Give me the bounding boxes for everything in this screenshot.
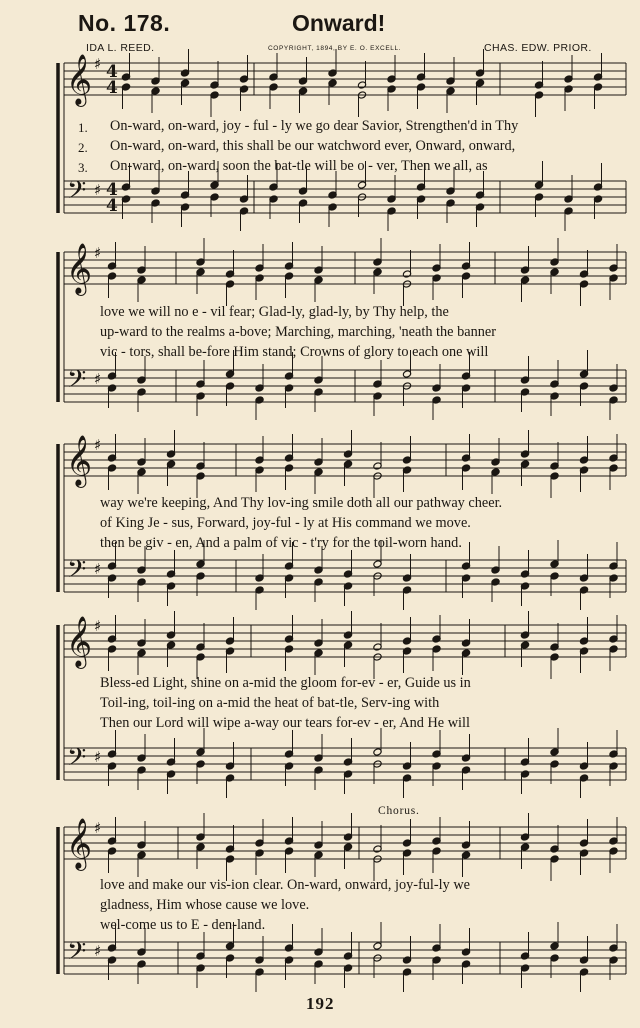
bass-clef-icon: 𝄢 — [67, 176, 87, 211]
lyric-line: On-ward, on-ward, soon the bat-tle will be o - ver, Then we all, as — [110, 158, 488, 174]
bass-clef-icon: 𝄢 — [67, 555, 87, 590]
sharp-icon: ♯ — [94, 244, 102, 262]
treble-clef-icon: 𝄞 — [66, 243, 93, 294]
time-signature: 4 — [106, 180, 118, 200]
sharp-icon: ♯ — [94, 436, 102, 454]
lyric-line: Toil-ing, toil-ing on a-mid the heat of bat-tle, Serv-ing with — [100, 695, 440, 711]
chorus-label: Chorus. — [378, 805, 420, 817]
sharp-icon: ♯ — [94, 942, 102, 960]
copyright-notice: COPYRIGHT, 1894, BY E. O. EXCELL. — [268, 45, 402, 52]
treble-clef-icon: 𝄞 — [66, 435, 93, 486]
lyricist-credit: IDA L. REED. — [86, 42, 155, 54]
lyric-line: then be giv - en, And a palm of vic - t'ry for the toil-worn hand. — [100, 535, 462, 551]
hymn-title: Onward! — [292, 10, 386, 36]
time-signature: 4 — [106, 78, 118, 98]
bass-clef-icon: 𝄢 — [67, 365, 87, 400]
lyric-line: of King Je - sus, Forward, joy-ful - ly at His command we move. — [100, 515, 471, 531]
bass-clef-icon: 𝄢 — [67, 937, 87, 972]
lyric-line: love and make our vis-ion clear. On-ward, onward, joy-ful-ly we — [100, 877, 471, 893]
verse-number: 2. — [78, 140, 88, 155]
sharp-icon: ♯ — [94, 55, 102, 73]
verse-number: 1. — [78, 120, 88, 135]
treble-clef-icon: 𝄞 — [66, 616, 93, 667]
lyric-line: up-ward to the realms a-bove; Marching, marching, 'neath the banner — [100, 324, 496, 340]
composer-credit: CHAS. EDW. PRIOR. — [484, 42, 592, 54]
sharp-icon: ♯ — [94, 748, 102, 766]
lyric-line: On-ward, on-ward, joy - ful - ly we go dear Savior, Strengthen'd in Thy — [110, 118, 519, 134]
sharp-icon: ♯ — [94, 560, 102, 578]
lyric-line: wel-come us to E - den-land. — [100, 917, 266, 933]
lyric-line: Then our Lord will wipe a-way our tears for-ev - er, And He will — [100, 715, 470, 731]
time-signature: 4 — [106, 196, 118, 216]
sharp-icon: ♯ — [94, 819, 102, 837]
hymn-number: No. 178. — [78, 10, 171, 36]
treble-clef-icon: 𝄞 — [66, 818, 93, 869]
sharp-icon: ♯ — [94, 181, 102, 199]
bass-clef-icon: 𝄢 — [67, 743, 87, 778]
lyric-line: gladness, Him whose cause we love. — [100, 897, 310, 913]
lyric-line: vic - tors, shall be-fore Him stand; Crowns of glory to each one will — [100, 344, 489, 360]
lyric-line: love we will no e - vil fear; Glad-ly, glad-ly, by Thy help, the — [100, 304, 449, 320]
lyric-line: way we're keeping, And Thy lov-ing smile doth all our pathway cheer. — [100, 495, 503, 511]
sharp-icon: ♯ — [94, 617, 102, 635]
lyric-line: Bless-ed Light, shine on a-mid the gloom for-ev - er, Guide us in — [100, 675, 471, 691]
treble-clef-icon: 𝄞 — [66, 54, 93, 105]
verse-number: 3. — [78, 160, 88, 175]
page-number: 192 — [306, 994, 335, 1013]
time-signature: 4 — [106, 62, 118, 82]
sharp-icon: ♯ — [94, 370, 102, 388]
lyric-line: On-ward, on-ward, this shall be our watchword ever, Onward, onward, — [110, 138, 516, 154]
